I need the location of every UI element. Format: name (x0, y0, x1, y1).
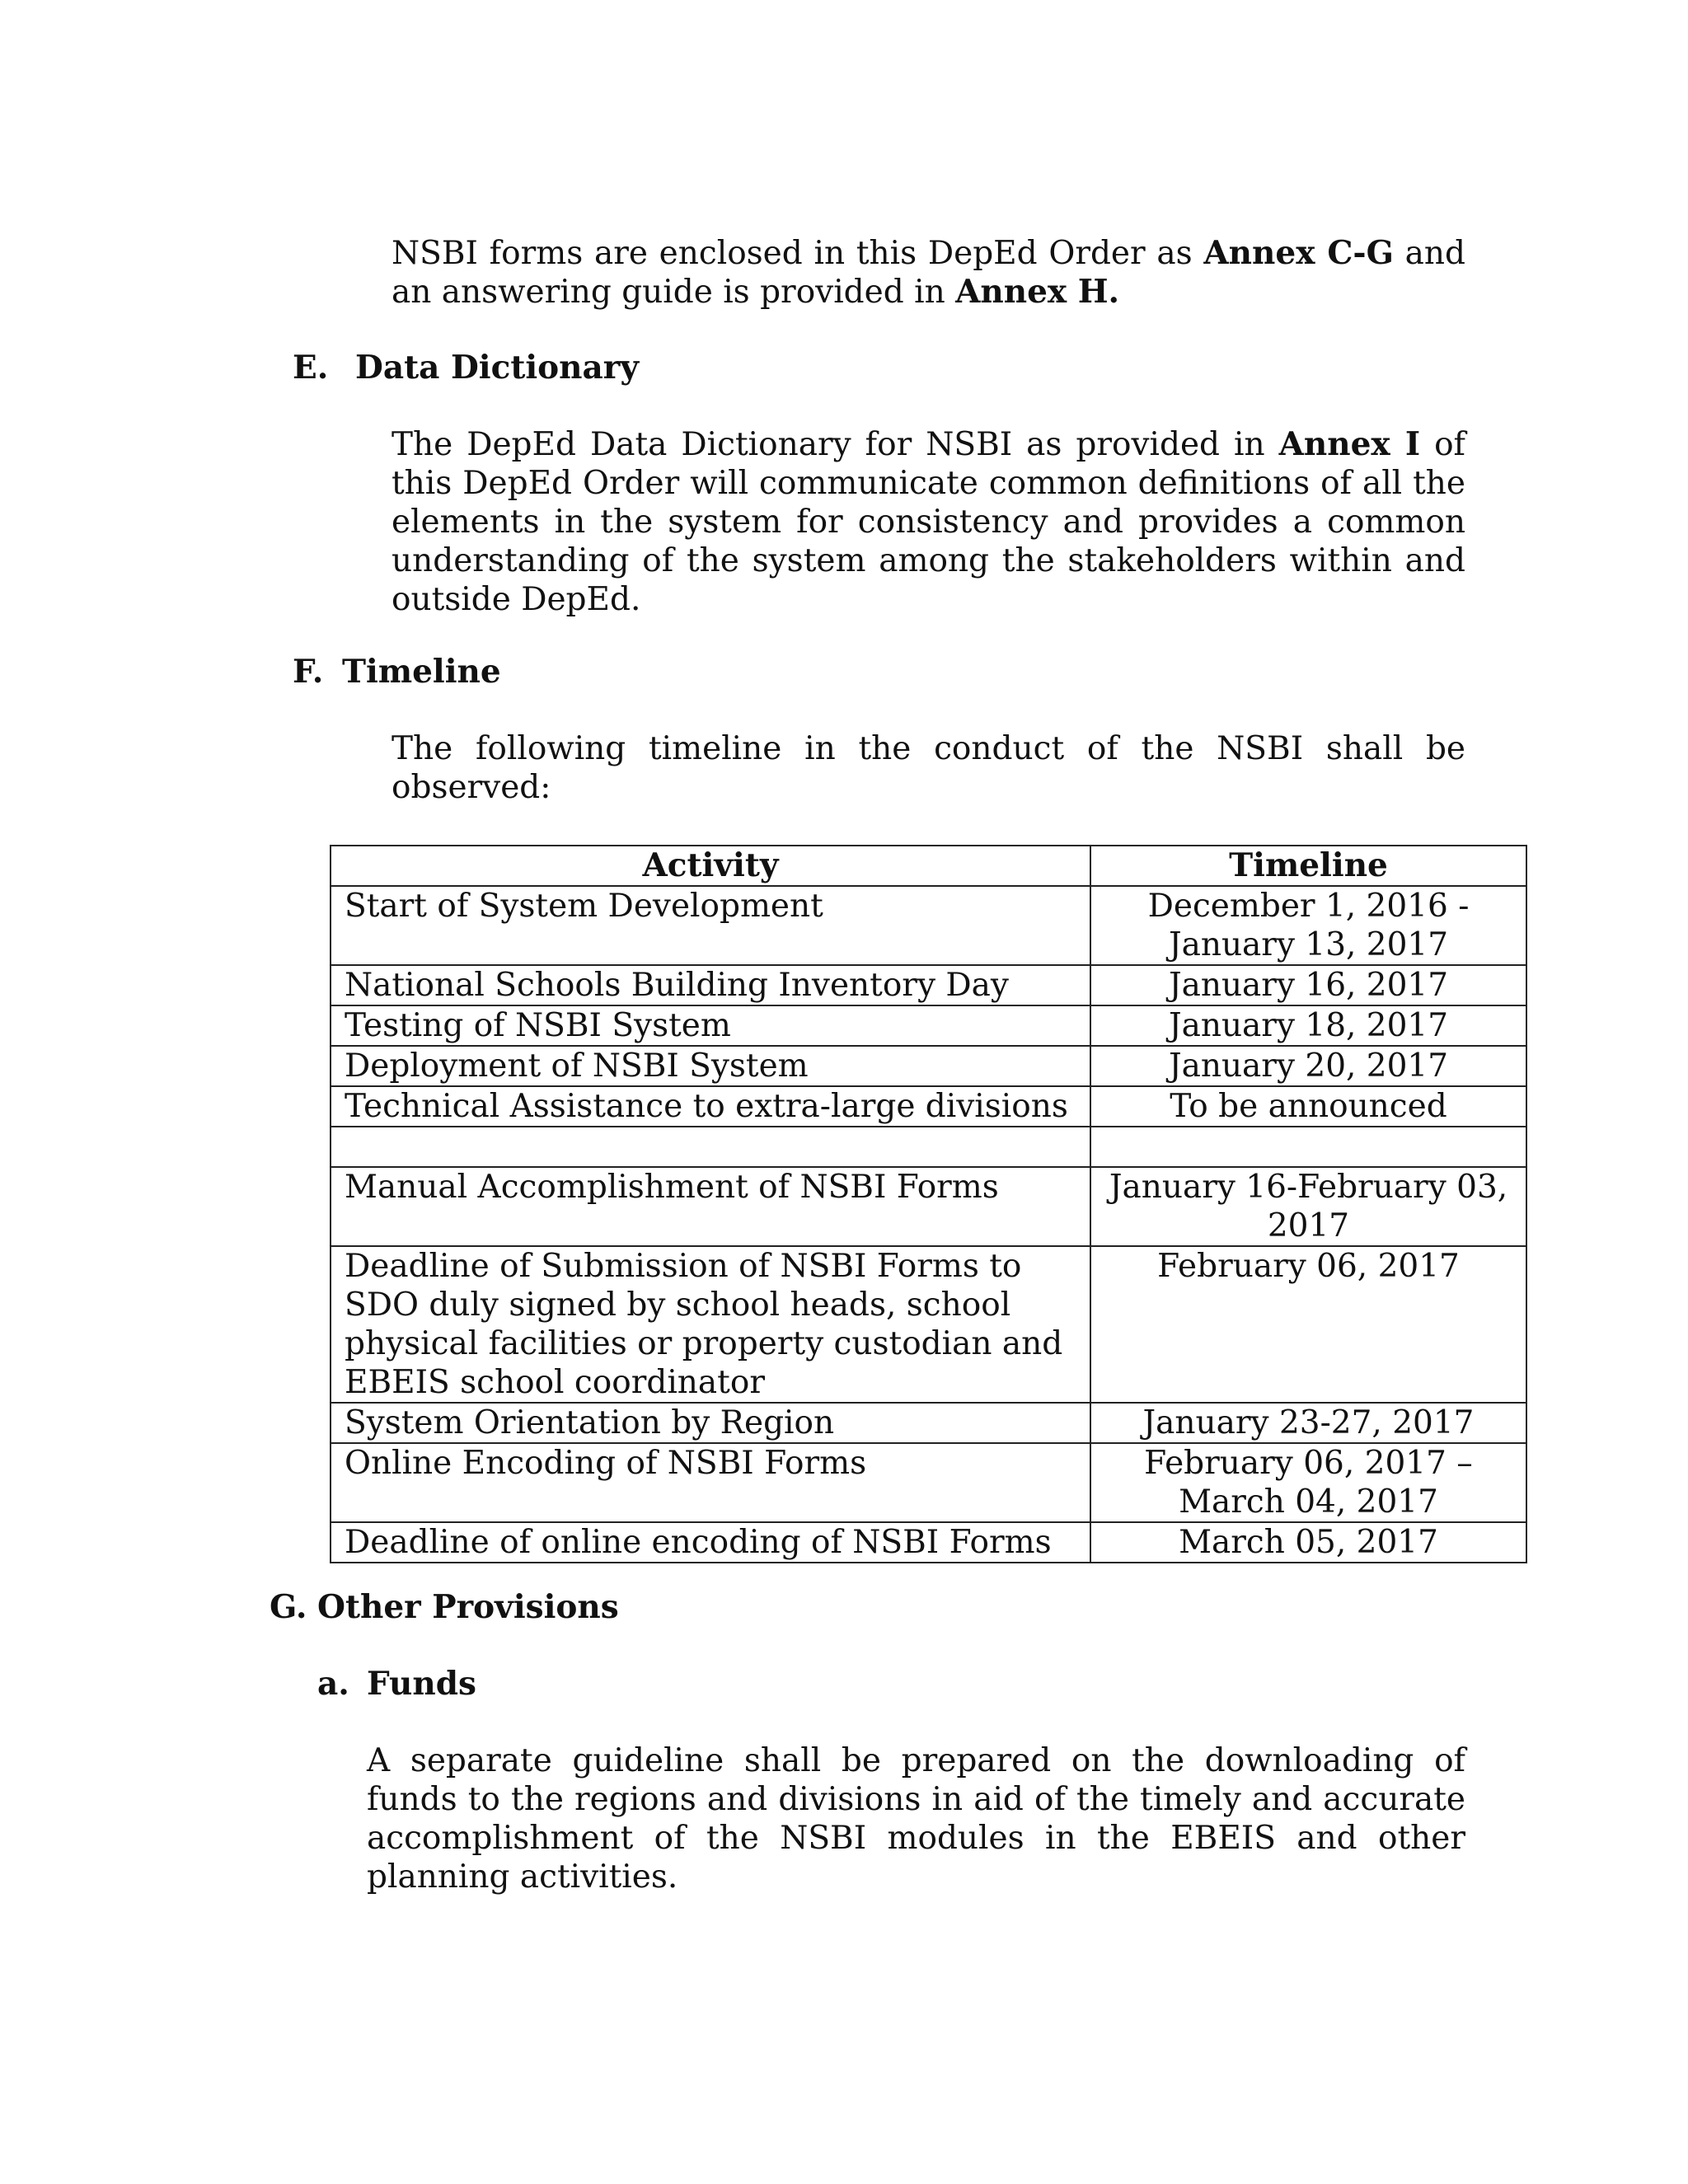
table-row (331, 1167, 1526, 1246)
annex-i-ref: Annex I (1278, 425, 1421, 463)
activity-cell: National Schools Building Inventory Day (331, 965, 1090, 1005)
timeline-header: Timeline (1090, 846, 1526, 886)
section-g-heading (270, 1588, 619, 1627)
activity-cell: Deadline of online encoding of NSBI Forms (331, 1522, 1090, 1563)
timeline-cell: January 16-February 03, 2017 (1090, 1167, 1526, 1246)
section-f-paragraph (392, 729, 1465, 807)
section-e-text: The DepEd Data Dictionary for NSBI as provided in (392, 426, 1279, 463)
activity-cell: Deployment of NSBI System (331, 1046, 1090, 1086)
table-row (331, 1046, 1526, 1086)
activity-cell (331, 1127, 1090, 1167)
timeline-cell: January 23-27, 2017 (1090, 1403, 1526, 1443)
intro-text: NSBI forms are enclosed in this DepEd Order as (392, 235, 1204, 272)
activity-header: Activity (331, 846, 1090, 886)
annex-h-ref: Annex H. (955, 273, 1120, 311)
timeline-cell: March 05, 2017 (1090, 1522, 1526, 1563)
activity-cell: Technical Assistance to extra-large divisions (331, 1086, 1090, 1127)
table-row (331, 886, 1526, 965)
table-row (331, 1403, 1526, 1443)
section-e-letter: E. (293, 349, 329, 387)
activity-cell: System Orientation by Region (331, 1403, 1090, 1443)
timeline-cell: December 1, 2016 - January 13, 2017 (1090, 886, 1526, 965)
table-row (331, 965, 1526, 1005)
intro-text-2: and an answering guide is provided in (392, 235, 1465, 311)
section-f-title: Timeline (342, 653, 501, 691)
timeline-cell (1090, 1127, 1526, 1167)
timeline-cell: January 18, 2017 (1090, 1005, 1526, 1046)
section-e-title: Data Dictionary (355, 349, 640, 387)
table-row (331, 1005, 1526, 1046)
section-e-text-2: of this DepEd Order will communicate common definitions of all the elements in the system for consistency and provides a common understanding of the system among the stakeholders within and outside DepEd. (392, 426, 1465, 618)
subsection-funds-letter: a. (317, 1665, 349, 1703)
section-g-letter: G. (270, 1588, 307, 1626)
funds-text: A separate guideline shall be prepared on the downloading of funds to the regions and divisions in aid of the timely and accurate accomplishment of the NSBI modules in the EBEIS and other planning activities. (367, 1742, 1465, 1896)
intro-paragraph (392, 234, 1465, 312)
subsection-funds-heading (317, 1665, 476, 1704)
subsection-funds-title: Funds (367, 1665, 476, 1703)
activity-cell: Testing of NSBI System (331, 1005, 1090, 1046)
timeline-table (330, 845, 1527, 1563)
table-row (331, 1246, 1526, 1403)
table-header-row (331, 846, 1526, 886)
activity-cell: Deadline of Submission of NSBI Forms to SDO duly signed by school heads, school physical facilities or property custodian and EBEIS school coordinator (331, 1246, 1090, 1403)
timeline-cell: January 16, 2017 (1090, 965, 1526, 1005)
annex-cg-ref: Annex C-G (1203, 234, 1394, 272)
table-row-blank (331, 1127, 1526, 1167)
section-e-heading (293, 349, 639, 387)
section-e-paragraph (392, 425, 1465, 619)
activity-cell: Start of System Development (331, 886, 1090, 965)
section-f-heading (293, 653, 501, 691)
timeline-cell: To be announced (1090, 1086, 1526, 1127)
table-row (331, 1443, 1526, 1522)
funds-paragraph (367, 1741, 1465, 1896)
section-f-text: The following timeline in the conduct of the NSBI shall be observed: (392, 730, 1465, 806)
table-row (331, 1522, 1526, 1563)
timeline-cell: February 06, 2017 (1090, 1246, 1526, 1403)
table-row (331, 1086, 1526, 1127)
section-f-letter: F. (293, 653, 324, 691)
timeline-cell: January 20, 2017 (1090, 1046, 1526, 1086)
timeline-cell: February 06, 2017 – March 04, 2017 (1090, 1443, 1526, 1522)
section-g-title: Other Provisions (317, 1588, 619, 1626)
activity-cell: Online Encoding of NSBI Forms (331, 1443, 1090, 1522)
activity-cell: Manual Accomplishment of NSBI Forms (331, 1167, 1090, 1246)
